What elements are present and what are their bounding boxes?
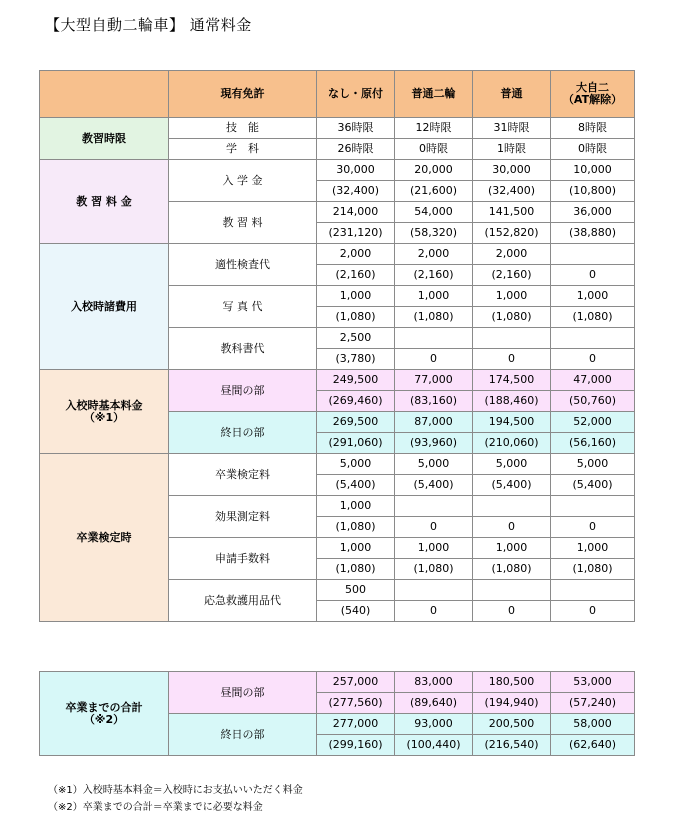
fee-tax-cell: (152,820) — [473, 223, 551, 244]
fee-cell: 30,000 — [317, 160, 395, 181]
fee-tax-cell: (32,400) — [473, 181, 551, 202]
header-regular-car: 普通 — [473, 71, 551, 118]
fee-tax-cell: 0 — [395, 601, 473, 622]
row-label: 昼間の部 — [169, 370, 317, 412]
fee-tax-cell: (5,400) — [473, 475, 551, 496]
fee-cell: 2,000 — [317, 244, 395, 265]
fee-tax-cell: (231,120) — [317, 223, 395, 244]
section-label-kyoshu_jigen: 教習時限 — [40, 118, 169, 160]
fee-cell: 257,000 — [317, 672, 395, 693]
row-label: 申請手数料 — [169, 538, 317, 580]
fee-cell: 174,500 — [473, 370, 551, 391]
fee-tax-cell: (1,080) — [395, 307, 473, 328]
period-cell: 1時限 — [473, 139, 551, 160]
fee-tax-cell: (58,320) — [395, 223, 473, 244]
fee-cell: 214,000 — [317, 202, 395, 223]
fee-cell: 5,000 — [473, 454, 551, 475]
fee-cell: 2,000 — [395, 244, 473, 265]
period-cell: 0時限 — [551, 139, 635, 160]
row-label: 技 能 — [169, 118, 317, 139]
fee-tax-cell: (1,080) — [473, 559, 551, 580]
fee-tax-cell: (5,400) — [551, 475, 635, 496]
fee-tax-cell: 0 — [551, 265, 635, 286]
fee-cell: 5,000 — [551, 454, 635, 475]
row-label: 学 科 — [169, 139, 317, 160]
fee-cell: 36,000 — [551, 202, 635, 223]
fee-cell — [473, 496, 551, 517]
table-row — [40, 118, 635, 139]
fee-tax-cell: (56,160) — [551, 433, 635, 454]
fee-tax-cell: (216,540) — [473, 735, 551, 756]
fee-tax-cell: (83,160) — [395, 391, 473, 412]
page-title: 【大型自動二輪車】 通常料金 — [45, 16, 252, 34]
total-table — [39, 671, 635, 756]
fee-tax-cell: (1,080) — [395, 559, 473, 580]
row-label: 入 学 金 — [169, 160, 317, 202]
fee-cell: 5,000 — [317, 454, 395, 475]
footnote-1: （※1）入校時基本料金＝入校時にお支払いいただく料金 — [48, 785, 303, 796]
fee-cell: 269,500 — [317, 412, 395, 433]
fee-tax-cell: (1,080) — [317, 559, 395, 580]
section-label-sotsugyo_gokei — [40, 672, 169, 756]
fee-cell: 53,000 — [551, 672, 635, 693]
fee-tax-cell: (10,800) — [551, 181, 635, 202]
fee-cell: 1,000 — [551, 538, 635, 559]
fee-cell: 200,500 — [473, 714, 551, 735]
row-label: 適性検査代 — [169, 244, 317, 286]
fee-tax-cell: (299,160) — [317, 735, 395, 756]
fee-cell: 1,000 — [317, 538, 395, 559]
fee-tax-cell: (1,080) — [551, 559, 635, 580]
row-label: 終日の部 — [169, 714, 317, 756]
period-cell: 12時限 — [395, 118, 473, 139]
fee-tax-cell: 0 — [551, 601, 635, 622]
fee-cell: 52,000 — [551, 412, 635, 433]
period-cell: 31時限 — [473, 118, 551, 139]
table-row — [40, 244, 635, 265]
fee-cell: 5,000 — [395, 454, 473, 475]
table-row — [40, 454, 635, 475]
fee-tax-cell: (3,780) — [317, 349, 395, 370]
fee-table-body — [40, 118, 635, 622]
fee-cell — [395, 328, 473, 349]
row-label: 卒業検定料 — [169, 454, 317, 496]
fee-tax-cell: 0 — [395, 517, 473, 538]
section-label-line2: （※2） — [83, 712, 125, 726]
fee-tax-cell: (89,640) — [395, 693, 473, 714]
header-large-motorcycle-at — [551, 71, 635, 118]
fee-cell — [395, 580, 473, 601]
fee-tax-cell: (57,240) — [551, 693, 635, 714]
fee-cell: 2,500 — [317, 328, 395, 349]
section-label-nyuko_kihon — [40, 370, 169, 454]
fee-tax-cell: (210,060) — [473, 433, 551, 454]
fee-tax-cell: 0 — [473, 349, 551, 370]
fee-cell: 141,500 — [473, 202, 551, 223]
fee-tax-cell: (291,060) — [317, 433, 395, 454]
header-at-release-label: （AT解除） — [562, 93, 623, 106]
fee-tax-cell: 0 — [395, 349, 473, 370]
row-label: 教 習 料 — [169, 202, 317, 244]
fee-cell: 58,000 — [551, 714, 635, 735]
fee-cell — [551, 496, 635, 517]
period-cell: 36時限 — [317, 118, 395, 139]
fee-tax-cell: (269,460) — [317, 391, 395, 412]
fee-tax-cell: (93,960) — [395, 433, 473, 454]
section-label-nyuko_shohiyo: 入校時諸費用 — [40, 244, 169, 370]
header-current-license: 現有免許 — [169, 71, 317, 118]
fee-cell: 1,000 — [317, 496, 395, 517]
fee-cell: 1,000 — [473, 538, 551, 559]
row-label: 効果測定料 — [169, 496, 317, 538]
fee-tax-cell: (5,400) — [395, 475, 473, 496]
fee-tax-cell: (540) — [317, 601, 395, 622]
fee-cell — [473, 328, 551, 349]
fee-tax-cell: (2,160) — [395, 265, 473, 286]
section-label-sotsugyo_kentei: 卒業検定時 — [40, 454, 169, 622]
fee-tax-cell: (1,080) — [317, 307, 395, 328]
fee-cell — [551, 580, 635, 601]
section-label-line2: （※1） — [83, 410, 125, 424]
row-label: 終日の部 — [169, 412, 317, 454]
fee-tax-cell: (21,600) — [395, 181, 473, 202]
fee-cell: 30,000 — [473, 160, 551, 181]
fee-cell — [551, 328, 635, 349]
total-table-body — [40, 672, 635, 756]
fee-cell — [395, 496, 473, 517]
row-label: 昼間の部 — [169, 672, 317, 714]
row-label: 写 真 代 — [169, 286, 317, 328]
fee-tax-cell: (1,080) — [551, 307, 635, 328]
fee-cell: 93,000 — [395, 714, 473, 735]
table-row — [40, 370, 635, 391]
fee-cell: 47,000 — [551, 370, 635, 391]
fee-cell: 10,000 — [551, 160, 635, 181]
fee-tax-cell: (100,440) — [395, 735, 473, 756]
header-blank — [40, 71, 169, 118]
fee-cell: 1,000 — [551, 286, 635, 307]
fee-tax-cell: (1,080) — [317, 517, 395, 538]
fee-tax-cell: (277,560) — [317, 693, 395, 714]
fee-cell: 277,000 — [317, 714, 395, 735]
fee-cell: 180,500 — [473, 672, 551, 693]
row-label: 教科書代 — [169, 328, 317, 370]
fee-cell: 83,000 — [395, 672, 473, 693]
fee-cell — [551, 244, 635, 265]
fee-tax-cell: 0 — [473, 601, 551, 622]
fee-cell: 500 — [317, 580, 395, 601]
fee-cell: 1,000 — [395, 286, 473, 307]
table-row — [40, 672, 635, 693]
fee-cell: 194,500 — [473, 412, 551, 433]
fee-tax-cell: (2,160) — [317, 265, 395, 286]
fee-cell: 2,000 — [473, 244, 551, 265]
header-regular-motorcycle: 普通二輪 — [395, 71, 473, 118]
fee-cell: 77,000 — [395, 370, 473, 391]
period-cell: 26時限 — [317, 139, 395, 160]
section-label-kyoshu_ryokin: 教 習 料 金 — [40, 160, 169, 244]
fee-tax-cell: (194,940) — [473, 693, 551, 714]
footnote-2: （※2）卒業までの合計＝卒業までに必要な料金 — [48, 802, 263, 813]
fee-cell: 249,500 — [317, 370, 395, 391]
fee-cell: 54,000 — [395, 202, 473, 223]
fee-cell: 1,000 — [395, 538, 473, 559]
header-none-moped: なし・原付 — [317, 71, 395, 118]
section-label-line1: 卒業までの合計 — [65, 700, 143, 714]
period-cell: 8時限 — [551, 118, 635, 139]
fee-tax-cell: (50,760) — [551, 391, 635, 412]
fee-tax-cell: (1,080) — [473, 307, 551, 328]
header-large-motorcycle-label: 大自二 — [576, 81, 609, 94]
fee-tax-cell: (5,400) — [317, 475, 395, 496]
period-cell: 0時限 — [395, 139, 473, 160]
fee-tax-cell: 0 — [551, 349, 635, 370]
fee-table — [39, 70, 635, 622]
fee-cell: 1,000 — [473, 286, 551, 307]
fee-tax-cell: (32,400) — [317, 181, 395, 202]
fee-cell — [473, 580, 551, 601]
fee-tax-cell: 0 — [473, 517, 551, 538]
fee-tax-cell: (2,160) — [473, 265, 551, 286]
table-row — [40, 160, 635, 181]
fee-tax-cell: (188,460) — [473, 391, 551, 412]
fee-cell: 87,000 — [395, 412, 473, 433]
row-label: 応急救護用品代 — [169, 580, 317, 622]
section-label-line1: 入校時基本料金 — [65, 398, 143, 412]
fee-tax-cell: (62,640) — [551, 735, 635, 756]
header-row — [40, 71, 635, 118]
fee-tax-cell: 0 — [551, 517, 635, 538]
fee-tax-cell: (38,880) — [551, 223, 635, 244]
fee-cell: 20,000 — [395, 160, 473, 181]
fee-cell: 1,000 — [317, 286, 395, 307]
